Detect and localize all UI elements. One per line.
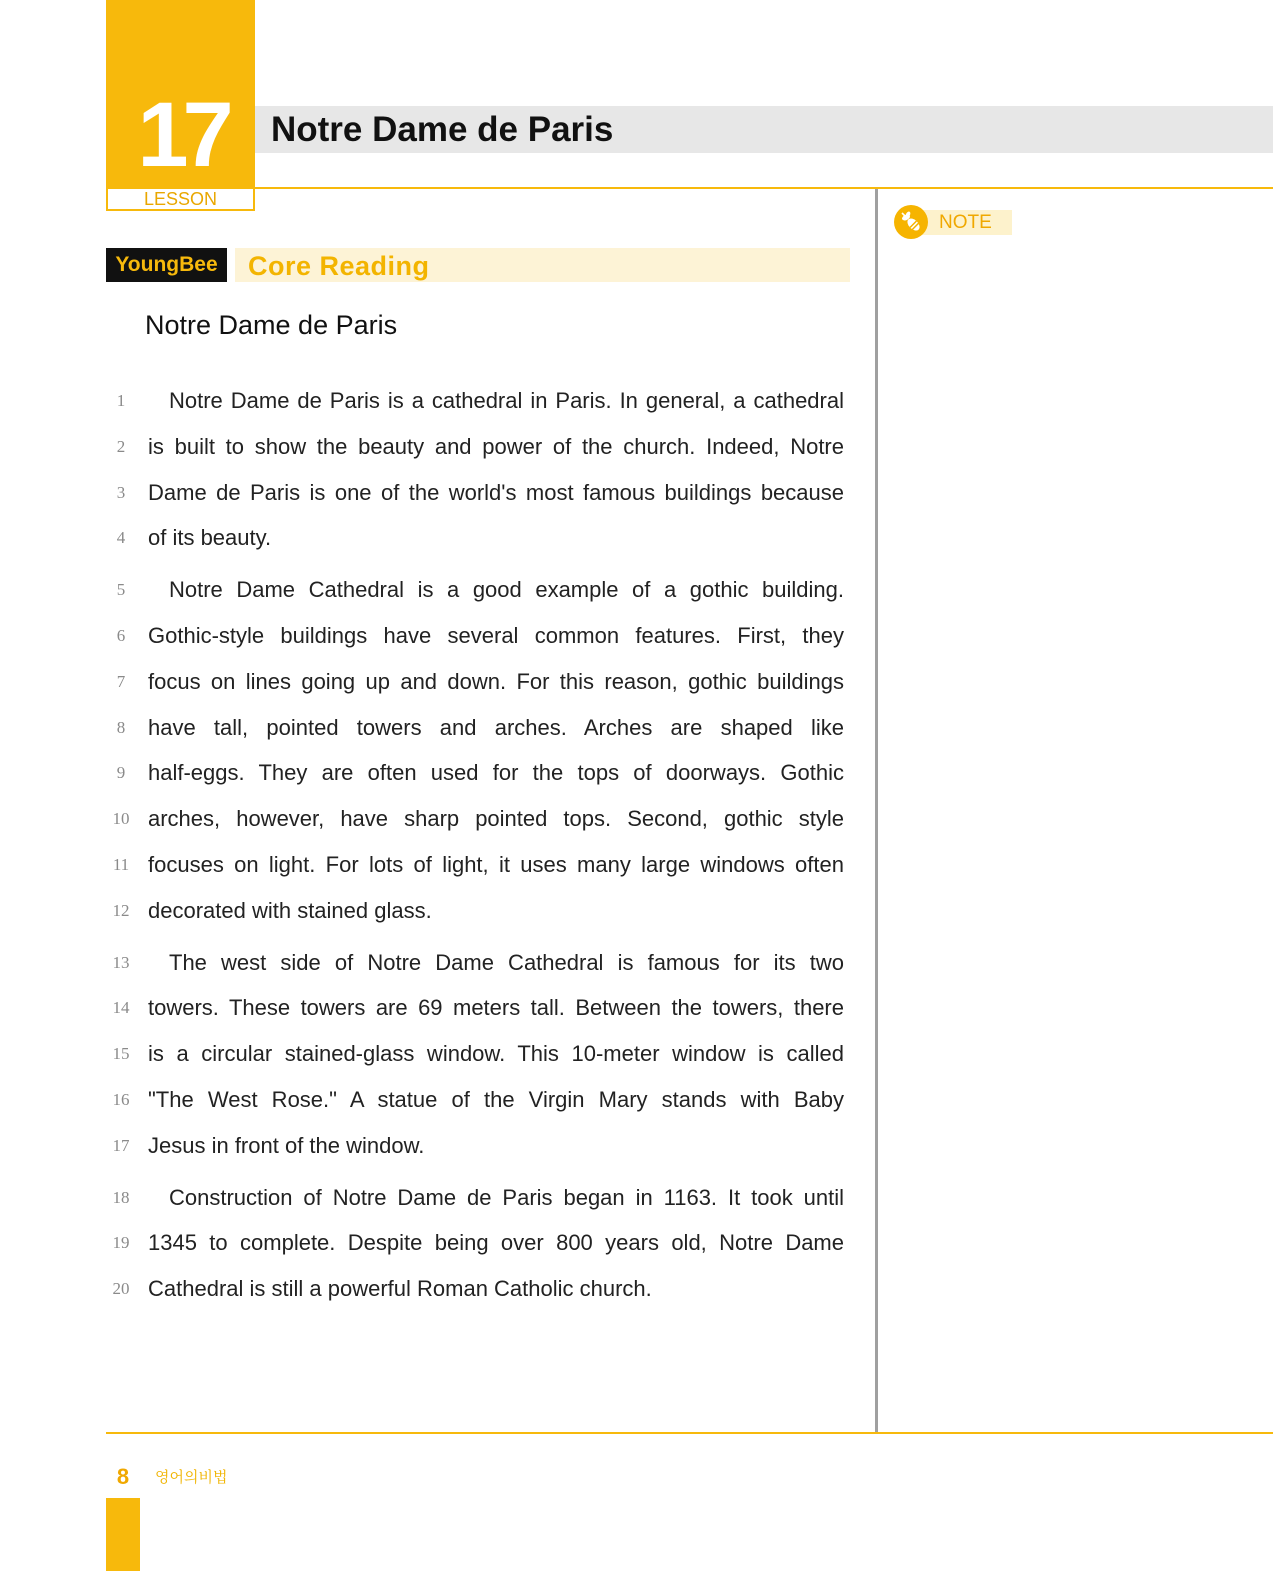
line-text: The west side of Notre Dame Cathedral is famous for its two <box>169 949 844 975</box>
footer-divider <box>106 1432 1273 1434</box>
line-number: 2 <box>116 436 126 456</box>
reading-passage <box>106 378 844 1312</box>
text-line <box>106 1077 844 1123</box>
line-text: of its beauty. <box>148 525 272 551</box>
text-line <box>106 515 844 561</box>
paragraph <box>106 567 844 933</box>
line-number: 4 <box>116 528 126 548</box>
line-text: focus on lines going up and down. For this reason, gothic buildings <box>148 668 844 694</box>
page-title: Notre Dame de Paris <box>271 110 614 149</box>
text-line <box>106 842 844 888</box>
text-line <box>106 470 844 516</box>
lesson-label: LESSON <box>106 189 255 211</box>
line-number: 7 <box>116 671 126 691</box>
line-text: have tall, pointed towers and arches. Arches are shaped like <box>148 714 844 740</box>
text-line <box>106 378 844 424</box>
text-line <box>106 659 844 705</box>
paragraph <box>106 378 844 561</box>
line-number: 14 <box>112 998 130 1018</box>
line-number: 11 <box>112 854 130 874</box>
line-text: arches, however, have sharp pointed tops. Second, gothic style <box>148 806 844 832</box>
paragraph <box>106 940 844 1169</box>
line-text: Notre Dame de Paris is a cathedral in Paris. In general, a cathedral <box>169 388 844 413</box>
line-number: 1 <box>116 391 126 410</box>
lesson-number: 17 <box>137 84 228 186</box>
line-text: towers. These towers are 69 meters tall. Between the towers, there <box>148 995 844 1021</box>
text-line <box>106 567 844 613</box>
book-title: 영어의비법 <box>155 1468 228 1486</box>
line-number: 15 <box>112 1044 130 1064</box>
line-text: decorated with stained glass. <box>148 897 432 923</box>
line-text: is built to show the beauty and power of the church. Indeed, Notre <box>148 433 844 459</box>
lesson-badge <box>106 0 255 188</box>
line-text: Cathedral is still a powerful Roman Catholic church. <box>148 1276 652 1302</box>
section-title: Core Reading <box>248 251 430 281</box>
line-text: focuses on light. For lots of light, it uses many large windows often <box>148 851 844 877</box>
title-bar <box>255 106 1273 153</box>
line-number: 13 <box>112 952 130 972</box>
note-label: NOTE <box>920 210 1012 235</box>
line-number: 17 <box>112 1135 130 1155</box>
text-line <box>106 796 844 842</box>
text-line <box>106 705 844 751</box>
line-number: 5 <box>116 580 126 600</box>
line-number: 9 <box>116 763 126 783</box>
text-line <box>106 1220 844 1266</box>
line-number: 12 <box>112 900 130 920</box>
line-number: 3 <box>116 482 126 502</box>
line-text: is a circular stained-glass window. This 10-meter window is called <box>148 1041 844 1067</box>
passage-title: Notre Dame de Paris <box>145 310 398 340</box>
line-text: "The West Rose." A statue of the Virgin Mary stands with Baby <box>148 1086 844 1112</box>
column-divider <box>875 189 878 1433</box>
line-text: 1345 to complete. Despite being over 800 years old, Notre Dame <box>148 1230 844 1256</box>
text-line <box>106 1123 844 1169</box>
line-number: 16 <box>112 1089 130 1109</box>
line-number: 10 <box>112 809 130 829</box>
line-text: Dame de Paris is one of the world's most famous buildings because <box>148 479 844 505</box>
section-header <box>235 248 850 282</box>
line-number: 6 <box>116 625 126 645</box>
text-line <box>106 940 844 986</box>
text-line <box>106 1031 844 1077</box>
text-line <box>106 750 844 796</box>
line-text: Jesus in front of the window. <box>148 1132 425 1158</box>
text-line <box>106 424 844 470</box>
line-text: Gothic-style buildings have several common features. First, they <box>148 622 844 648</box>
page-tab <box>106 1498 140 1571</box>
line-number: 8 <box>116 717 126 737</box>
line-text: Notre Dame Cathedral is a good example of a gothic building. <box>169 577 844 603</box>
paragraph <box>106 1175 844 1312</box>
line-text: half-eggs. They are often used for the tops of doorways. Gothic <box>148 760 844 786</box>
line-number: 20 <box>112 1279 130 1299</box>
text-line <box>106 1175 844 1221</box>
bee-icon <box>894 205 928 239</box>
line-text: Construction of Notre Dame de Paris began in 1163. It took until <box>169 1184 844 1210</box>
youngbee-badge: YoungBee <box>106 248 227 282</box>
text-line <box>106 613 844 659</box>
line-number: 18 <box>112 1187 130 1207</box>
page-number: 8 <box>116 1464 130 1489</box>
header-divider <box>106 187 1273 189</box>
text-line <box>106 1266 844 1312</box>
line-number: 19 <box>112 1233 130 1253</box>
text-line <box>106 985 844 1031</box>
text-line <box>106 888 844 934</box>
